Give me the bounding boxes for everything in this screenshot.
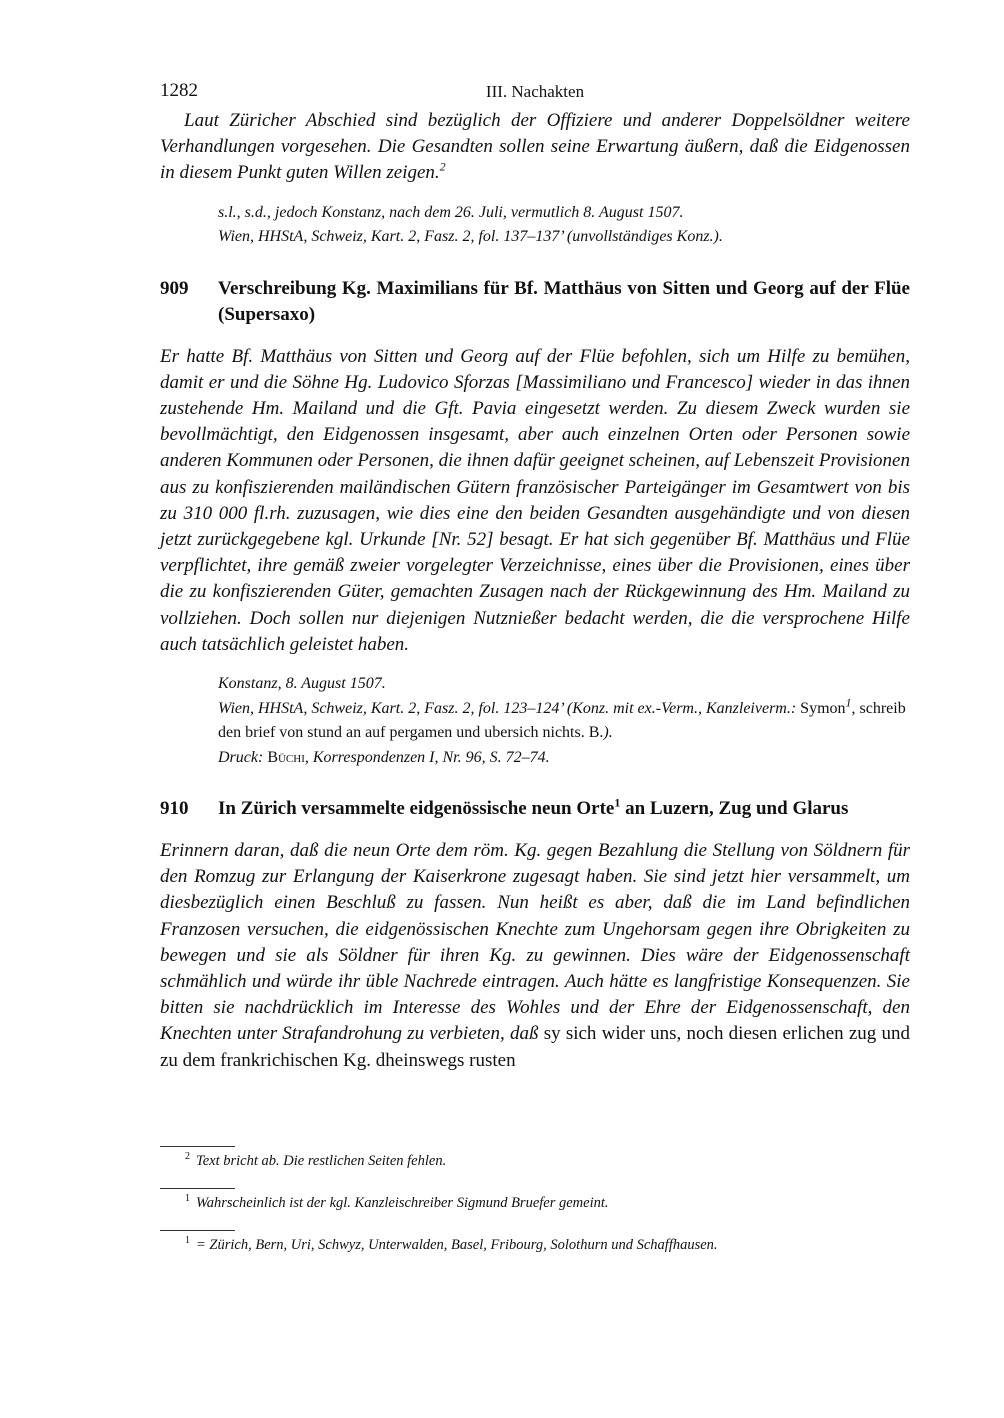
- footnote-rule: [160, 1146, 235, 1147]
- intro-regest-text: Laut Züricher Abschied sind bezüglich der Offiziere und anderer Doppelsöldner weitere Verhandlungen vorgesehen. Die Gesandten sollen seine Erwartung äußern, daß die Eidgenossen in diesem Punkt guten Willen zeigen.: [160, 110, 910, 184]
- doc-909-print-label: Druck:: [218, 748, 264, 766]
- doc-909-number: 909: [160, 277, 189, 299]
- footnotes: [160, 1146, 910, 1272]
- doc-909-regest: Er hatte Bf. Matthäus von Sitten und Georg auf der Flüe befohlen, sich um Hilfe zu bemühen, damit er und die Söhne Hg. Ludovico Sforzas [Massimiliano und Francesco] wieder in das ihnen zustehende Hm. Mailand und die Gft. Pavia eingesetzt werden. Zu diesem Zweck wurden sie bevollmächtigt, den Eidgenossen insgesamt, aber auch einzelnen Orten oder Personen sowie anderen Kommunen oder Personen, die ihnen dafür geeignet scheinen, auf Lebenszeit Provisionen aus zu konfiszierenden mailändischen Gütern französischer Parteigänger im Gesamtwert von bis zu 310 000 fl.rh. zuzusagen, wie dies eine den beiden Gesandten ausgehändigte und von diesen jetzt zurückgegebene kgl. Urkunde [Nr. 52] besagt. Er hat sich gegenüber Bf. Matthäus und Flüe verpflichtet, ihre gemäß zweier vorgelegter Verzeichnisse, eines über die Provisionen, eines über die zu konfiszierenden Güter, gemachten Zusagen nach der Rückgewinnung des Hm. Mailand zu vollziehen. Doch sollen nur diejenigen Nutznießer bedacht werden, die die versprochene Hilfe auch tatsächlich geleistet haben.: [160, 345, 910, 655]
- footnote-text: [185, 1152, 446, 1170]
- doc-910-number: 910: [160, 798, 189, 820]
- document-910: [160, 796, 910, 1074]
- doc-909-archive-end: ).: [603, 724, 613, 742]
- footnote-rule: [160, 1230, 235, 1231]
- doc-910-title-end: an Luzern, Zug und Glarus: [620, 798, 849, 820]
- doc-909-quote-text: , schreib den brief von stund an auf pergamen und ubersich nichts. B.: [218, 699, 906, 742]
- footnote-text: [185, 1236, 718, 1254]
- document-page: [160, 76, 910, 1376]
- doc-910-title-start: In Zürich versammelte eidgenössische neun Orte: [218, 798, 615, 820]
- footnote-body: Text bricht ab. Die restlichen Seiten fehlen.: [196, 1153, 447, 1169]
- doc-909-quote-name: Symon: [800, 699, 846, 717]
- footnote-marker: 1: [185, 1193, 190, 1205]
- footnote-body: = Zürich, Bern, Uri, Schwyz, Unterwalden, Basel, Fribourg, Solothurn und Schaffhausen.: [196, 1237, 718, 1253]
- doc-910-title: [218, 796, 910, 822]
- running-title: III. Nachakten: [485, 82, 585, 101]
- doc-909-date-line: Konstanz, 8. August 1507.: [218, 675, 386, 693]
- doc-909-print-ref: , Korrespondenzen I, Nr. 96, S. 72–74.: [304, 748, 550, 766]
- footnote-909: [160, 1188, 910, 1230]
- footnote-marker: 1: [185, 1235, 190, 1247]
- doc-910-regest: [160, 838, 910, 1074]
- document-909: [160, 276, 910, 770]
- footnote-rule: [160, 1188, 235, 1189]
- intro-regest: [160, 108, 910, 187]
- doc-909-title: Verschreibung Kg. Maximilians für Bf. Matthäus von Sitten und Georg auf der Flüe (Supersaxo): [218, 277, 910, 325]
- doc-910-title-note: 1: [614, 795, 621, 810]
- doc-910-regest-quote: sy sich wider uns, noch diesen erlichen zug und zu dem frankrichischen Kg. dheinswegs rusten: [160, 1023, 911, 1071]
- intro-source: [218, 201, 910, 250]
- doc-909-source: [218, 672, 910, 770]
- intro-note-marker: 2: [439, 160, 446, 175]
- doc-909-quote-note: 1: [845, 695, 852, 710]
- doc-909-heading: [160, 276, 910, 328]
- intro-section: [160, 108, 910, 250]
- page-number: 1282: [160, 80, 198, 101]
- footnote-body: Wahrscheinlich ist der kgl. Kanzleischreiber Sigmund Bruefer gemeint.: [196, 1195, 609, 1211]
- running-head: [160, 76, 910, 108]
- footnote-text: [185, 1194, 609, 1212]
- footnote-marker: 2: [185, 1151, 190, 1163]
- doc-910-regest-text: Erinnern daran, daß die neun Orte dem röm. Kg. gegen Bezahlung die Stellung von Söldnern für den Romzug zur Erlangung der Kaiserkrone zugesagt haben. Sie sind jetzt hier versammelt, um diesbezüglich einen Beschluß zu fassen. Nun heißt es aber, daß die im Land befindlichen Franzosen versuchen, die eidgenössischen Knechte zum Ungehorsam gegen ihre Obrigkeiten zu bewegen und sie als Söldner für ihren Kg. zu gewinnen. Dies wäre der Eidgenossenschaft schmählich und würde ihr üble Nachrede eintragen. Auch hätte es langfristige Konsequenzen. Sie bitten sie nachdrücklich im Interesse des Wohles und der Ehre der Eidgenossenschaft, den Knechten unter Strafandrohung zu verbieten, daß: [160, 840, 910, 1045]
- doc-909-archive-line: [218, 697, 910, 746]
- footnote-910: [160, 1230, 910, 1272]
- intro-archive-line: Wien, HHStA, Schweiz, Kart. 2, Fasz. 2, fol. 137–137’ (unvollständiges Konz.).: [218, 228, 723, 246]
- intro-date-line: s.l., s.d., jedoch Konstanz, nach dem 26. Juli, vermutlich 8. August 1507.: [218, 203, 684, 221]
- doc-909-print-line: [218, 746, 910, 771]
- doc-909-archive-start: Wien, HHStA, Schweiz, Kart. 2, Fasz. 2, fol. 123–124’ (Konz. mit ex.-Verm., Kanzleiverm.:: [218, 699, 797, 717]
- doc-910-heading: [160, 796, 910, 822]
- doc-909-print-author: Büchi: [267, 748, 305, 766]
- footnote-intro: [160, 1146, 910, 1188]
